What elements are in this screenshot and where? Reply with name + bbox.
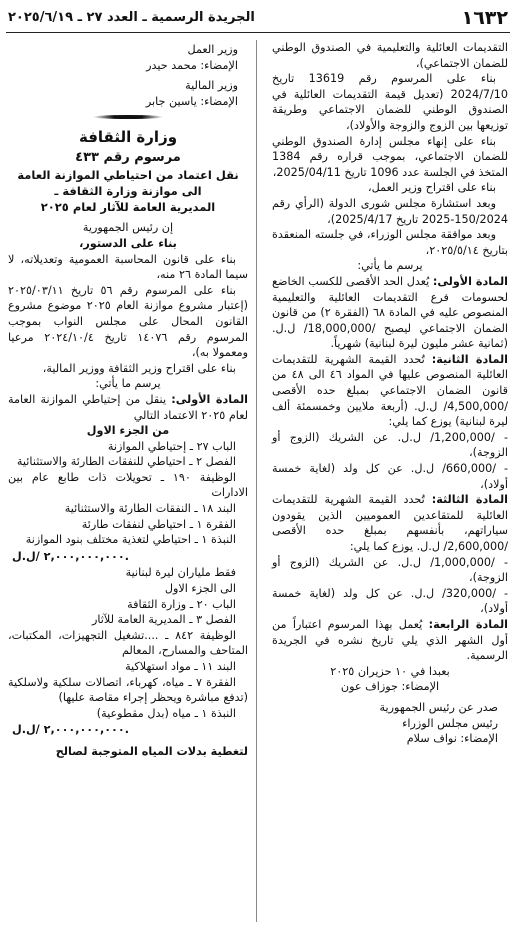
signature: الإمضاء: نواف سلام xyxy=(406,732,498,746)
decree-date: بعبدا في ١٠ حزيران ٢٠٢٥ xyxy=(330,664,450,678)
continuation-heading: لتغطية بدلات المياه المتوجبة لصالح xyxy=(55,744,248,758)
budget-line: الفصل ٣ ـ المديرية العامة للآثار xyxy=(91,613,236,627)
paragraph: بناء على قانون المحاسبة العمومية وتعديلاته، لا سيما المادة ٢٦ منه، xyxy=(8,252,248,282)
paragraph: التقديمات العائلية والتعليمية في الصندوق الوطني للضمان الاجتماعي)، xyxy=(272,41,508,70)
article-text: يُعدل الحد الأقصى للكسب الخاضع لحسومات فرع التقديمات العائلية والتعليمية المنصوص عليه في المادة ٦٨ (الفقرة ٢) من قانون الضمان الاجتماعي ليصبح /18,000,000/ ل.ل. (ثمانية عشر مليون ليرة لبنانية) شهرياً. xyxy=(272,274,508,351)
paragraph: وبعد استشارة مجلس شورى الدولة (الرأي رقم 150/2024-2025 تاريخ 2025/4/17)، xyxy=(272,196,508,226)
section-divider xyxy=(93,115,163,119)
article-label: المادة الأولى: xyxy=(432,274,508,288)
paragraph: بناء على اقتراح وزير العمل، xyxy=(368,181,496,195)
part-heading: الى الجزء الاول xyxy=(164,582,236,596)
budget-line: الوظيفة ٨٤٢ ـ ....تشغيل التجهيزات، المكتبات، المتاحف والمسارح، المعالم xyxy=(8,628,248,658)
ministry-heading: وزارة الثقافة xyxy=(78,128,178,147)
article-1 xyxy=(8,392,248,423)
article-4 xyxy=(272,617,508,664)
part-heading: من الجزء الاول xyxy=(86,424,170,438)
budget-line: النبذة ١ ـ مياه (بدل مقطوعية) xyxy=(96,706,236,720)
paragraph: إن رئيس الجمهورية xyxy=(82,221,174,235)
issued-by: صدر عن رئيس الجمهورية xyxy=(379,700,498,714)
column-divider xyxy=(256,40,257,922)
issue-info: الجريدة الرسمية ـ العدد ٢٧ ـ ٢٠٢٥/٦/١٩ xyxy=(8,10,255,25)
budget-line: الفقرة ٧ ـ مياه، كهرباء، اتصالات سلكية ولاسلكية (تدفع مباشرة ويحظر إجراء مقاصة عليها) xyxy=(8,675,248,705)
article-text: ينقل من إحتياطي الموازنة العامة لعام ٢٠٢٥ الاعتماد التالي xyxy=(8,392,248,422)
list-item: - /1,000,000/ ل.ل. عن الشريك (الزوج أو الزوجة)، xyxy=(272,555,508,585)
article-2 xyxy=(272,352,508,430)
amount: ٢,٠٠٠,٠٠٠,٠٠٠ /ل.ل. xyxy=(12,549,129,563)
article-1 xyxy=(272,274,508,352)
paragraph: بناء على الدستور، xyxy=(79,236,177,250)
paragraph: بناء على المرسوم رقم ٥٦ تاريخ ٢٠٢٥/٠٣/١١ (إعتبار مشروع موازنة العام ٢٠٢٥ موضوع مشروع القانون المحال على مجلس النواب بموجب المرسوم رقم ١٤٠٧٦ تاريخ ٢٠٢٤/١٠/٤ مرعيا ومعمولا به)، xyxy=(8,283,249,360)
pm-title: رئيس مجلس الوزراء xyxy=(402,716,498,730)
amount: ٢,٠٠٠,٠٠٠,٠٠٠ /ل.ل. xyxy=(12,723,129,737)
amount-in-words: فقط ملياران ليرة لبنانية xyxy=(125,566,236,580)
minister-title: وزير العمل xyxy=(187,43,238,56)
budget-line: الوظيفة ١٩٠ ـ تحويلات ذات طابع عام بين الادارات xyxy=(8,470,248,500)
decree-title: الى موازنة وزارة الثقافة ـ xyxy=(54,184,202,199)
budget-line: الباب ٢٧ ـ إحتياطي الموازنة xyxy=(107,439,236,453)
article-label: المادة الرابعة: xyxy=(428,617,508,631)
page-number: ١٦٣٢ xyxy=(461,7,508,29)
article-label: المادة الثانية: xyxy=(431,352,508,366)
article-text: يُعمل بهذا المرسوم اعتباراً من أول الشهر الذي يلي تاريخ نشره في الجريدة الرسمية. xyxy=(272,617,508,663)
paragraph: بناء على اقتراح وزير الثقافة ووزير المالية، xyxy=(42,361,236,375)
paragraph: بناء على إنهاء مجلس إدارة الصندوق الوطني للضمان الاجتماعي، بموجب قراره رقم 1384 المتخذ في الجلسة عدد 1096 تاريخ 2025/04/11، xyxy=(272,134,508,179)
page-header xyxy=(6,6,510,33)
list-item: - /1,200,000/ ل.ل. عن الشريك (الزوج أو الزوجة)، xyxy=(272,430,508,460)
paragraph: وبعد موافقة مجلس الوزراء، في جلسته المنعقدة بتاريخ ٢٠٢٥/٥/١٤، xyxy=(272,228,508,257)
article-label: المادة الأولى: xyxy=(171,392,249,406)
budget-line: الفصل ٢ ـ احتياطي للنفقات الطارئة والاستثنائية xyxy=(16,455,236,469)
budget-line: البند ١٨ ـ النفقات الطارئة والاستثنائية xyxy=(64,502,236,516)
budget-line: البند ١١ ـ مواد استهلاكية xyxy=(125,660,236,673)
decree-formula: يرسم ما يأتي: xyxy=(95,377,161,391)
article-label: المادة الثالثة: xyxy=(431,493,508,507)
article-text: تُحدد القيمة الشهرية للتقديمات العائلية المنصوص عليها في المواد ٤٦ الى ٤٨ من قانون الضمان الاجتماعي بمبلغ حده الأقصى /4,500,000/ ل.ل. (أربعة ملايين وخمسمئة ألف ليرة لبنانية) يوزع كما يلي: xyxy=(272,352,508,429)
budget-line: النبذة ١ ـ احتياطي لتغذية مختلف بنود الموازنة xyxy=(25,533,236,547)
article-text: تُحدد القيمة الشهرية للتقديمات العائلية للمتقاعدين العموميين الذين يقودون سياراتهم، بأنفسهم بمبلغ حده الأقصى /2,600,000/ ل.ل. يوزع كما يلي: xyxy=(272,493,508,553)
signature: الإمضاء: جوزاف عون xyxy=(340,680,440,694)
signature: الإمضاء: ياسين جابر xyxy=(145,94,238,108)
left-column xyxy=(8,40,248,924)
signature: الإمضاء: محمد حيدر xyxy=(146,58,238,72)
decree-number: مرسوم رقم ٤٣٣ xyxy=(75,150,181,166)
decree-title: المديرية العامة للآثار لعام ٢٠٢٥ xyxy=(40,200,216,215)
budget-line: الفقرة ١ ـ احتياطي لنفقات طارئة xyxy=(81,517,236,531)
minister-title: وزير المالية xyxy=(185,79,238,93)
decree-title: نقل اعتماد من احتياطي الموازنة العامة xyxy=(17,168,239,183)
article-3 xyxy=(272,492,508,554)
budget-line: الباب ٢٠ ـ وزارة الثقافة xyxy=(127,597,236,611)
decree-formula: يرسم ما يأتي: xyxy=(357,259,423,273)
list-item: - /660,000/ ل.ل. عن كل ولد (لغاية خمسة أولاد)، xyxy=(272,462,509,491)
paragraph: بناء على المرسوم رقم 13619 تاريخ 2024/7/10 (تعديل قيمة التقديمات العائلية في الصندوق الوطني للضمان الاجتماعي وطريقة توزيعها بين الزوج والزوجة والأولاد)، xyxy=(272,72,508,132)
list-item: - /320,000/ ل.ل. عن كل ولد (لغاية خمسة أولاد)، xyxy=(272,586,509,616)
right-column xyxy=(272,40,508,924)
